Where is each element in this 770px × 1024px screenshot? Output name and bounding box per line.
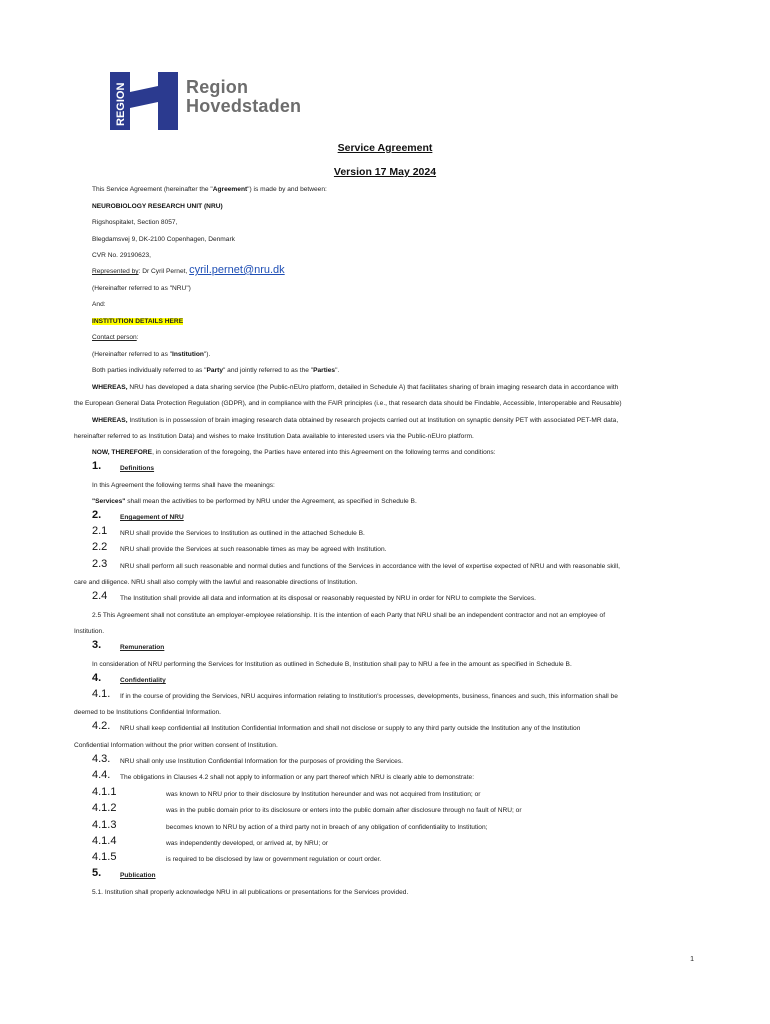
clause-2-5-cont: Institution. [74,628,105,635]
clause-4-1-number: 4.1. [92,688,111,700]
section-3-text: In consideration of NRU performing the Services for Institution as outlined in Schedule B, Institution shall pay to NRU a fee in the amount as specified in Schedule B. [92,661,572,668]
clause-4-1-2: was in the public domain prior to its disclosure or enters into the public domain after disclosure through no fault of NRU; or [166,807,522,814]
clause-2-3: NRU shall perform all such reasonable and normal duties and functions of the Services in accordance with the level of expertise expected of NRU and with reasonable skill, [120,563,620,570]
document-title: Service Agreement [337,142,433,154]
party1-name: NEUROBIOLOGY RESEARCH UNIT (NRU) [92,203,223,210]
party1-representative: Represented by: Dr Cyril Pernet, cyril.pernet@nru.dk [92,264,285,276]
document-version: Version 17 May 2024 [333,166,437,178]
clause-2-5: 2.5 This Agreement shall not constitute an employer-employee relationship. It is the intention of each Party that NRU shall be an independent contractor and not an employee of [92,612,606,619]
clause-4-2: NRU shall keep confidential all Institution Confidential Information and shall not disclose or supply to any third party outside the Institution any of the Institution [120,725,581,732]
clause-2-3-cont: care and diligence. NRU shall also comply with the lawful and reasonable directions of Institution. [74,579,358,586]
intro-line: This Service Agreement (hereinafter the "Agreement") is made by and between: [92,186,327,193]
section-5-number: 5. [92,867,102,879]
clause-4-1-5-number: 4.1.5 [92,851,117,863]
services-definition: "Services" shall mean the activities to be performed by NRU under the Agreement, as specified in Schedule B. [92,498,417,505]
section-5-heading: Publication [120,872,156,879]
section-4-heading: Confidentiality [120,677,166,684]
clause-2-4: The Institution shall provide all data and information at its disposal or reasonably requested by NRU in order for NRU to complete the Services. [120,595,536,602]
logo-line1: Region [186,77,249,97]
section-5-text: 5.1. Institution shall properly acknowledge NRU in all publications or presentations for the Services provided. [92,889,409,896]
section-4-number: 4. [92,672,102,684]
clause-4-1-5: is required to be disclosed by law or government regulation or court order. [166,856,382,863]
party1-address1: Rigshospitalet, Section 8057, [92,219,178,226]
clause-4-2-cont: Confidential Information without the prior written consent of Institution. [74,742,278,749]
parties-definition: Both parties individually referred to as "Party" and jointly referred to as the "Parties". [92,367,340,374]
clause-2-1: NRU shall provide the Services to Institution as outlined in the attached Schedule B. [120,530,365,537]
clause-2-2: NRU shall provide the Services at such reasonable times as may be agreed with Institution. [120,546,387,553]
whereas-1-cont: the European General Data Protection Regulation (GDPR), and in compliance with the FAIR principles (i.e., that research data should be Findable, Accessible, Interoperable and Reusable) [74,400,622,407]
clause-4-1: If in the course of providing the Services, NRU acquires information relating to Institution's processes, developments, business, finances and such, this information shall be [120,693,618,700]
and-line: And: [92,301,106,308]
institution-details: INSTITUTION DETAILS HERE [92,318,184,325]
party1-hereinafter: (Hereinafter referred to as "NRU") [92,285,191,292]
clause-2-4-number: 2.4 [92,590,108,602]
clause-4-3-number: 4.3. [92,753,111,765]
clause-4-1-1-number: 4.1.1 [92,786,117,798]
clause-4-4: The obligations in Clauses 4.2 shall not apply to information or any part thereof which NRU is clearly able to demonstrate: [120,774,475,781]
logo-mark-text: REGION [115,82,127,126]
clause-2-1-number: 2.1 [92,525,108,537]
party1-cvr: CVR No. 29190623, [92,252,152,259]
clause-2-2-number: 2.2 [92,541,108,553]
clause-4-1-1: was known to NRU prior to their disclosure by Institution hereunder and was not acquired from Institution; or [166,791,481,798]
party2-hereinafter: (Hereinafter referred to as "Institution"). [92,351,211,358]
representative-email-link[interactable]: cyril.pernet@nru.dk [189,264,285,276]
now-therefore: NOW, THEREFORE, in consideration of the foregoing, the Parties have entered into this Agreement on the following terms and conditions: [92,449,496,456]
section-2-number: 2. [92,509,102,521]
logo-line2: Hovedstaden [186,96,302,116]
clause-4-1-3-number: 4.1.3 [92,819,117,831]
section-2-heading: Engagement of NRU [120,514,184,521]
clause-4-3: NRU shall only use Institution Confidential Information for the purposes of providing the Services. [120,758,403,765]
clause-4-1-cont: deemed to be Institutions Confidential Information. [74,709,221,716]
section-3-heading: Remuneration [120,644,165,651]
whereas-2-cont: hereinafter referred to as Institution Data) and wishes to make Institution Data available to interested users via the Public-nEUro platform. [74,433,474,440]
section-3-number: 3. [92,639,102,651]
clause-4-1-4: was independently developed, or arrived at, by NRU; or [166,840,329,847]
party1-address2: Blegdamsvej 9, DK-2100 Copenhagen, Denmark [92,236,235,243]
clause-4-1-3: becomes known to NRU by action of a third party not in breach of any obligation of confidentiality to Institution; [166,824,488,831]
clause-4-1-2-number: 4.1.2 [92,802,117,814]
whereas-2: WHEREAS, Institution is in possession of brain imaging research data obtained by research projects carried out at Institution on synaptic density PET with associated PET-MR data, [92,417,619,424]
section-1-heading: Definitions [120,465,155,472]
clause-4-4-number: 4.4. [92,769,111,781]
section-1-intro: In this Agreement the following terms shall have the meanings: [92,482,275,489]
whereas-1: WHEREAS, NRU has developed a data sharing service (the Public-nEUro platform, detailed in Schedule A) that facilitates sharing of brain imaging research data in accordance with [92,384,619,391]
region-hovedstaden-logo [110,72,310,130]
clause-2-3-number: 2.3 [92,558,108,570]
region-logo-icon [110,72,180,130]
section-1-number: 1. [92,460,102,472]
contact-person: Contact person: [92,334,139,341]
clause-4-1-4-number: 4.1.4 [92,835,117,847]
page-number: 1 [690,956,694,963]
clause-4-2-number: 4.2. [92,720,111,732]
